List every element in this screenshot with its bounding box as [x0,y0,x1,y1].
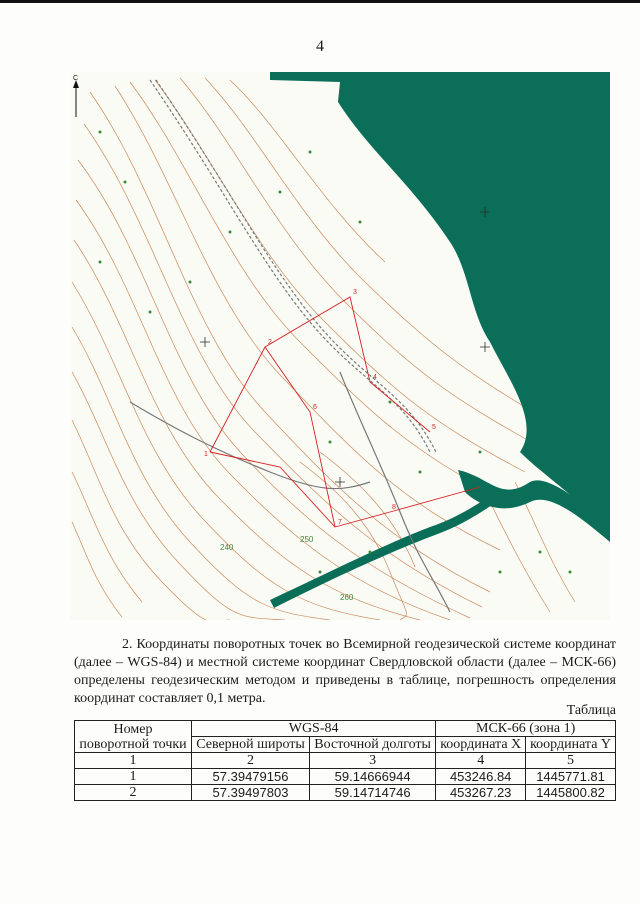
point-label-6: 6 [313,404,317,411]
column-number: 4 [436,753,526,769]
header-wgs84: WGS-84 [192,721,436,737]
x-cell: 453246.84 [436,769,526,785]
point-number-cell: 2 [75,785,192,801]
column-number: 1 [75,753,192,769]
point-label-1: 1 [204,451,208,458]
y-cell: 1445771.81 [526,769,616,785]
point-label-7: 7 [338,519,342,526]
header-y: координата Y [526,737,616,753]
topographic-map [70,72,610,620]
point-number-cell: 1 [75,769,192,785]
coordinates-paragraph: 2. Координаты поворотных точек во Всемирной геодезической системе координат (далее – WGS-84) и местной системе координат Свердловской области (далее – МСК-66) определены геодезическим методом и приведены в таблице, погрешность определения координат составляет 0,1 метра. [74,637,616,706]
header-x: координата X [436,737,526,753]
table-header-row [75,721,616,737]
height-label-240: 240 [220,543,234,552]
north-arrow-label: С [73,75,79,82]
point-label-2: 2 [268,339,272,346]
table-row [75,769,616,785]
top-border [0,0,640,3]
column-number: 2 [192,753,310,769]
page-number: 4 [316,38,324,55]
point-label-8: 8 [392,504,396,511]
header-msk66: МСК-66 (зона 1) [436,721,616,737]
point-label-4: 4 [373,374,377,381]
column-number: 3 [310,753,436,769]
latitude-cell: 57.39479156 [192,769,310,785]
header-point-number: Номер поворотной точки [75,721,192,753]
table-row [75,785,616,801]
latitude-cell: 57.39497803 [192,785,310,801]
column-number: 5 [526,753,616,769]
y-cell: 1445800.82 [526,785,616,801]
header-longitude: Восточной долготы [310,737,436,753]
height-label-260: 260 [340,593,354,602]
table-caption: Таблица [566,703,616,718]
x-cell: 453267.23 [436,785,526,801]
height-label-250: 250 [300,535,314,544]
longitude-cell: 59.14666944 [310,769,436,785]
point-label-5: 5 [432,424,436,431]
longitude-cell: 59.14714746 [310,785,436,801]
point-label-3: 3 [353,289,357,296]
table-column-number-row [75,753,616,769]
header-latitude: Северной широты [192,737,310,753]
coordinates-table [74,720,616,801]
